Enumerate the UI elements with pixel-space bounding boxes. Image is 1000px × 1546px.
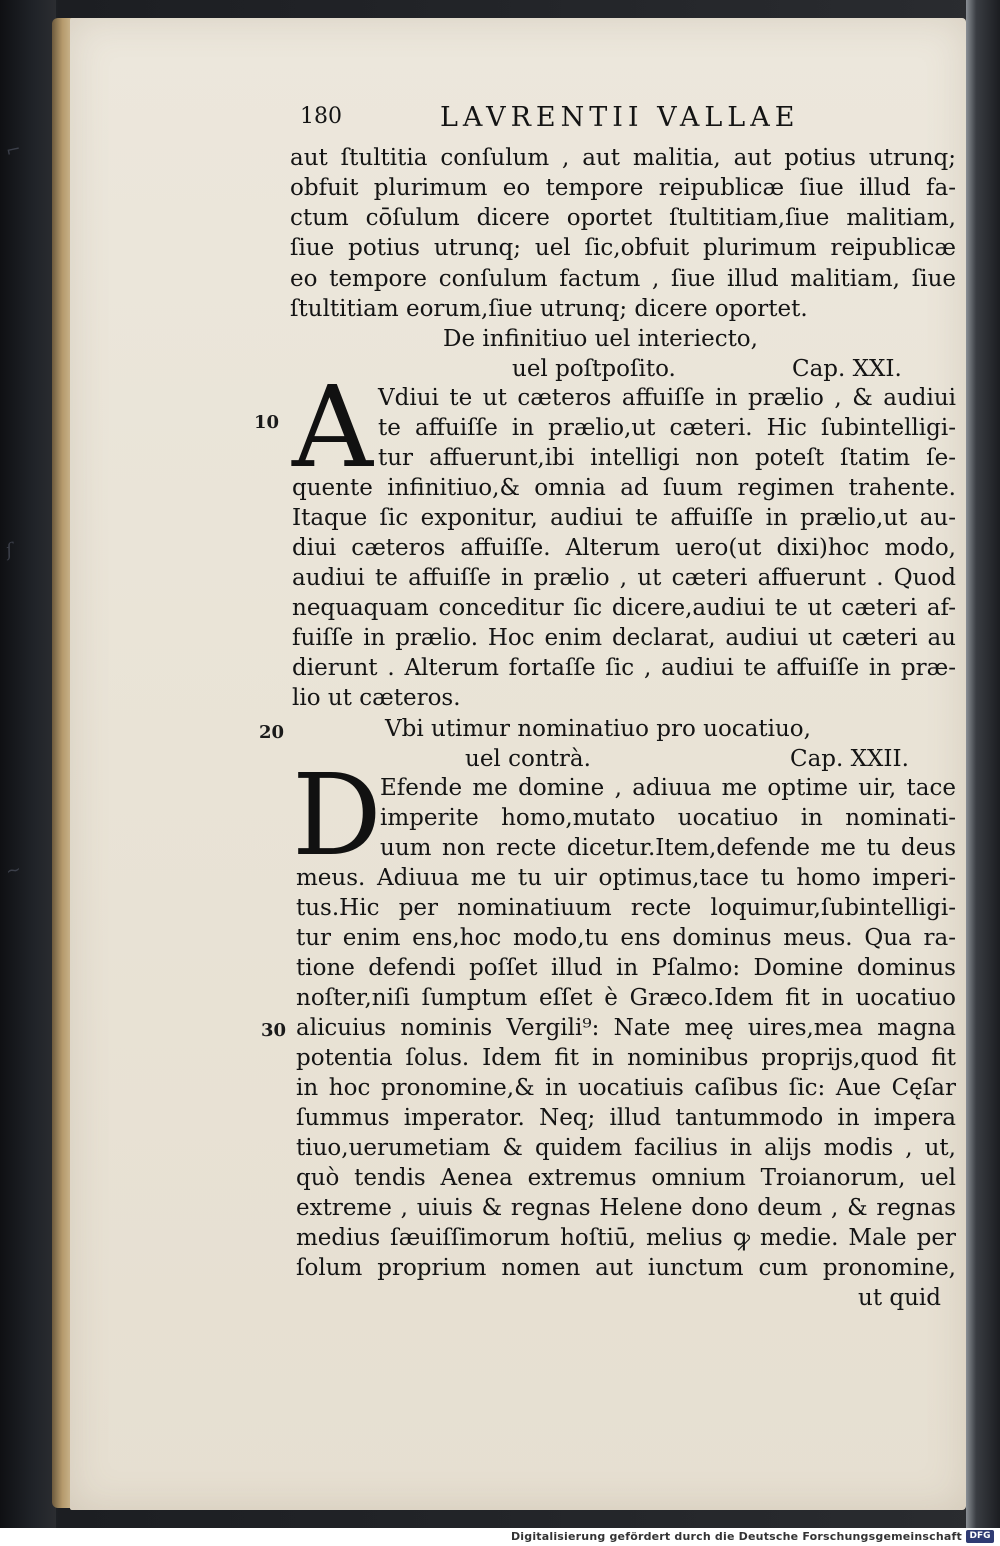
text-line: meus. Adiuua me tu uir optimus,tace tu homo imperi- bbox=[296, 865, 956, 891]
chapter-heading: De infinitiuo uel interiecto, bbox=[443, 326, 758, 352]
chapter-heading: Vbi utimur nominatiuo pro uocatiuo, bbox=[385, 716, 811, 742]
chapter-number: Cap. XXII. bbox=[790, 746, 909, 772]
digitization-footer bbox=[0, 1528, 1000, 1546]
text-line: medius ſæuiſſimorum hoſtiū, melius ꝙ medie. Male per bbox=[296, 1225, 956, 1251]
text-line: nequaquam conceditur ſic dicere,audiui te ut cæteri af- bbox=[292, 595, 956, 621]
text-line: ſiue potius utrunq; uel ſic,obfuit plurimum reipublicæ bbox=[290, 235, 956, 261]
text-line: dierunt . Alterum fortaſſe ſic , audiui te affuiſſe in præ- bbox=[292, 655, 956, 681]
text-line: ſummus imperator. Neq; illud tantummodo in impera bbox=[296, 1105, 956, 1131]
line-number: 20 bbox=[259, 722, 285, 743]
text-line: uum non recte dicetur.Item,defende me tu deus bbox=[380, 835, 956, 861]
drop-cap: D bbox=[292, 751, 382, 881]
text-line: tus.Hic per nominatiuum recte loquimur,ſubintelligi- bbox=[296, 895, 956, 921]
line-number: 10 bbox=[254, 412, 280, 433]
text-line: imperite homo,mutato uocatiuo in nominati- bbox=[380, 805, 956, 831]
text-line: quente infinitiuo,& omnia ad ſuum regimen trahente. bbox=[292, 475, 956, 501]
text-line: fuiſſe in prælio. Hoc enim declarat, audiui ut cæteri au bbox=[292, 625, 956, 651]
text-line: tione defendi poſſet illud in Pſalmo: Domine dominus bbox=[296, 955, 956, 981]
text-line: aut ſtultitia conſulum , aut malitia, aut potius utrunq; bbox=[290, 145, 956, 171]
text-line: diui cæteros affuiſſe. Alterum uero(ut dixi)hoc modo, bbox=[292, 535, 956, 561]
text-line: tiuo,uerumetiam & quidem facilius in alijs modis , ut, bbox=[296, 1135, 956, 1161]
text-line: potentia ſolus. Idem fit in nominibus proprijs,quod fit bbox=[296, 1045, 956, 1071]
dfg-logo: DFG bbox=[966, 1530, 994, 1543]
text-line: Efende me domine , adiuua me optime uir, tace bbox=[380, 775, 956, 801]
page-number: 180 bbox=[300, 104, 342, 129]
catchword: ut quid bbox=[858, 1285, 941, 1311]
text-line: tur affuerunt,ibi intelligi non poteſt ſtatim ſe- bbox=[378, 445, 956, 471]
text-line: eo tempore conſulum factum , ſiue illud malitiam, ſiue bbox=[290, 266, 956, 292]
scan-right-edge bbox=[966, 0, 1000, 1528]
text-line: audiui te affuiſſe in prælio , ut cæteri affuerunt . Quod bbox=[292, 565, 956, 591]
text-line: noſter,niſi ſumptum eſſet è Græco.Idem fit in uocatiuo bbox=[296, 985, 956, 1011]
text-line: Vdiui te ut cæteros affuiſſe in prælio , & audiui bbox=[378, 385, 956, 411]
text-line: Itaque ſic exponitur, audiui te affuiſſe in prælio,ut au- bbox=[292, 505, 956, 531]
margin-annotation: ~ bbox=[3, 858, 24, 883]
chapter-number: Cap. XXI. bbox=[792, 356, 902, 382]
text-line: ſolum proprium nomen aut iunctum cum pronomine, bbox=[296, 1255, 956, 1281]
funding-credit: Digitalisierung gefördert durch die Deutsche Forschungsgemeinschaft bbox=[510, 1530, 962, 1543]
text-line: tur enim ens,hoc modo,tu ens dominus meus. Qua ra- bbox=[296, 925, 956, 951]
chapter-heading: uel poſtpoſito. bbox=[512, 356, 676, 382]
margin-annotation: ⌐ bbox=[3, 138, 24, 163]
margin-annotation: ſ bbox=[3, 539, 15, 562]
running-header bbox=[300, 104, 900, 138]
binding-shadow bbox=[0, 0, 56, 1528]
text-line: alicuius nominis Vergili⁹: Nate meę uires,mea magna bbox=[296, 1015, 956, 1041]
drop-cap: A bbox=[292, 363, 373, 493]
text-line: lio ut cæteros. bbox=[292, 685, 461, 711]
text-line: ctum cōſulum dicere oportet ſtultitiam,ſiue malitiam, bbox=[290, 205, 956, 231]
text-line: in hoc pronomine,& in uocatiuis caſibus ſic: Aue Cęſar bbox=[296, 1075, 956, 1101]
text-line: ſtultitiam eorum,ſiue utrunq; dicere oportet. bbox=[290, 296, 808, 322]
running-title: LAVRENTII VALLAE bbox=[440, 102, 800, 133]
text-line: te affuiſſe in prælio,ut cæteri. Hic ſubintelligi- bbox=[378, 415, 956, 441]
text-line: obfuit plurimum eo tempore reipublicæ ſiue illud fa- bbox=[290, 175, 956, 201]
text-line: extreme , uiuis & regnas Helene dono deum , & regnas bbox=[296, 1195, 956, 1221]
chapter-heading: uel contrà. bbox=[465, 746, 591, 772]
line-number: 30 bbox=[261, 1020, 287, 1041]
text-line: quò tendis Aenea extremus omnium Troianorum, uel bbox=[296, 1165, 956, 1191]
